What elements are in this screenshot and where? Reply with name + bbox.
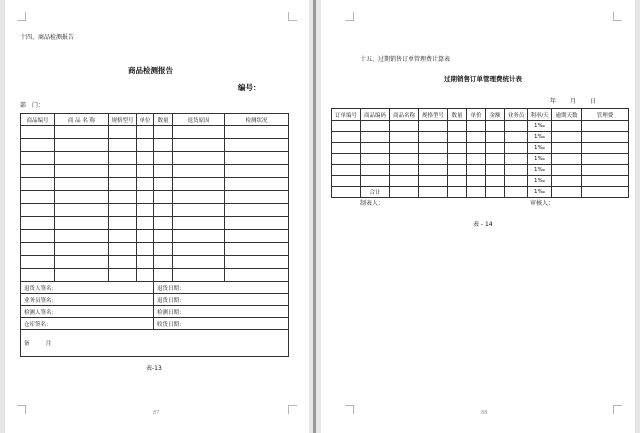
table-row: [21, 269, 289, 282]
table-cell: [109, 178, 137, 191]
table-cell: [55, 204, 109, 217]
table-cell: [390, 143, 419, 154]
table-cell: [173, 165, 225, 178]
table-cell: [137, 217, 154, 230]
date-label: 退货日期：: [154, 294, 289, 306]
reviewed-by-label: 审核人：: [530, 200, 555, 207]
table-cell: [225, 269, 289, 282]
table-cell: [225, 243, 289, 256]
table-cell: [225, 191, 289, 204]
table-cell: [552, 132, 582, 143]
table-cell: [137, 256, 154, 269]
rate-cell: 1‰: [528, 121, 552, 132]
table-cell: [154, 191, 173, 204]
table-cell: [448, 132, 467, 143]
table-cell: [55, 256, 109, 269]
page-divider: [313, 0, 316, 433]
table-cell: [21, 217, 55, 230]
table-cell: [109, 165, 137, 178]
table-cell: [448, 187, 467, 198]
table-cell: [109, 256, 137, 269]
table-cell: [173, 152, 225, 165]
table-cell: [419, 187, 448, 198]
table-cell: [390, 121, 419, 132]
table-cell: [582, 154, 629, 165]
table-header-row: [332, 109, 629, 121]
signature-label: 退货人签名：: [21, 282, 154, 294]
table-cell: [21, 139, 55, 152]
table-cell: [486, 132, 505, 143]
report-title: 商品检测报告: [128, 66, 173, 75]
signature-label: 仓库签名：: [21, 318, 154, 330]
table-cell: [154, 243, 173, 256]
table-cell: [55, 139, 109, 152]
table-cell: [109, 152, 137, 165]
table-row: [332, 121, 629, 132]
table-cell: [486, 143, 505, 154]
left-page: [5, 0, 309, 433]
table-cell: [332, 165, 361, 176]
table-cell: [173, 178, 225, 191]
table-row: [21, 243, 289, 256]
column-header: 业务员: [505, 109, 528, 121]
table-cell: [21, 126, 55, 139]
overdue-fee-table: [331, 108, 629, 198]
table-cell: [419, 143, 448, 154]
table-cell: [109, 217, 137, 230]
rate-cell: 1‰: [528, 143, 552, 154]
table-cell: [505, 165, 528, 176]
table-cell: [225, 152, 289, 165]
table-cell: [332, 154, 361, 165]
table-cell: [390, 187, 419, 198]
table-cell: [332, 187, 361, 198]
table-cell: [467, 132, 486, 143]
table-cell: [225, 178, 289, 191]
date-label: 退货日期：: [154, 282, 289, 294]
table-cell: [173, 126, 225, 139]
signature-row: [21, 294, 289, 306]
column-header: 规格型号: [109, 114, 137, 126]
table-cell: [361, 121, 390, 132]
table-row: [332, 132, 629, 143]
remark-row: [21, 330, 289, 357]
rate-cell: 1‰: [528, 154, 552, 165]
table-row: [332, 165, 629, 176]
column-header: 订单编号: [332, 109, 361, 121]
table-cell: [448, 121, 467, 132]
table-cell: [137, 191, 154, 204]
table-cell: [55, 178, 109, 191]
table-cell: [225, 165, 289, 178]
table-cell: [137, 269, 154, 282]
table-cell: [21, 269, 55, 282]
table-cell: [21, 204, 55, 217]
table-cell: [21, 243, 55, 256]
table-cell: [419, 165, 448, 176]
table-cell: [109, 139, 137, 152]
table-cell: [154, 139, 173, 152]
table-cell: [21, 165, 55, 178]
date-label: 收货日期：: [154, 318, 289, 330]
column-header: 数量: [154, 114, 173, 126]
table-cell: [137, 126, 154, 139]
rate-cell: 1‰: [528, 132, 552, 143]
table-cell: [582, 165, 629, 176]
table-cell: [467, 187, 486, 198]
table-cell: [109, 269, 137, 282]
table-cell: [55, 126, 109, 139]
table-cell: [467, 154, 486, 165]
table-cell: [173, 230, 225, 243]
table-header-row: [21, 114, 289, 126]
table-cell: [467, 143, 486, 154]
table-row: [332, 187, 629, 198]
table-row: [21, 230, 289, 243]
table-cell: [552, 154, 582, 165]
table-cell: [552, 176, 582, 187]
table-cell: [21, 256, 55, 269]
table-cell: [173, 139, 225, 152]
table-cell: [154, 269, 173, 282]
signature-row: [21, 318, 289, 330]
signature-label: 业务员签名：: [21, 294, 154, 306]
table-row: [21, 178, 289, 191]
table-cell: [137, 243, 154, 256]
table-cell: [419, 154, 448, 165]
column-header: 检测状况: [225, 114, 289, 126]
table-row: [332, 154, 629, 165]
column-header: 商 品 名 称: [55, 114, 109, 126]
section-heading: 十五、过期销售订单管理费计算表: [360, 56, 451, 63]
table-cell: [582, 132, 629, 143]
column-header: 利率/天: [528, 109, 552, 121]
table-cell: [390, 176, 419, 187]
section-heading: 十四、商品检测报告: [20, 34, 75, 41]
date-day-label: 日: [590, 98, 597, 105]
table-cell: [361, 132, 390, 143]
table-cell: [448, 143, 467, 154]
table-cell: [137, 204, 154, 217]
table-cell: [467, 176, 486, 187]
table-cell: [505, 132, 528, 143]
table-cell: [154, 152, 173, 165]
table-cell: [154, 126, 173, 139]
column-header: 单位: [137, 114, 154, 126]
signature-row: [21, 282, 289, 294]
table-cell: [486, 165, 505, 176]
table-cell: [582, 176, 629, 187]
table-cell: [173, 243, 225, 256]
column-header: 管理费: [582, 109, 629, 121]
table-cell: [154, 204, 173, 217]
table-cell: [137, 165, 154, 178]
table-cell: [137, 139, 154, 152]
remark-label: 备 注: [21, 330, 289, 357]
column-header: 商品编码: [361, 109, 390, 121]
table-cell: [448, 176, 467, 187]
page-folio: 88: [481, 410, 488, 416]
table-cell: [173, 269, 225, 282]
table-cell: [109, 191, 137, 204]
table-cell: [225, 139, 289, 152]
table-cell: [361, 143, 390, 154]
date-label: 检测日期：: [154, 306, 289, 318]
table-cell: [361, 176, 390, 187]
crop-mark: [613, 405, 622, 414]
table-cell: [467, 165, 486, 176]
column-header: 数量: [448, 109, 467, 121]
column-header: 商品编号: [21, 114, 55, 126]
crop-mark: [17, 12, 26, 21]
date-year-label: 年: [550, 98, 557, 105]
table-cell: [173, 256, 225, 269]
crop-mark: [613, 12, 622, 21]
rate-cell: 1‰: [528, 187, 552, 198]
table-cell: [109, 204, 137, 217]
table-row: [21, 191, 289, 204]
table-cell: [109, 243, 137, 256]
table-row: [21, 139, 289, 152]
table-row: [21, 217, 289, 230]
table-cell: [419, 176, 448, 187]
table-cell: [552, 187, 582, 198]
table-cell: [361, 165, 390, 176]
right-page: [321, 0, 635, 433]
table-cell: [109, 126, 137, 139]
table-cell: [225, 126, 289, 139]
table-cell: [137, 230, 154, 243]
table-cell: [390, 165, 419, 176]
table-cell: [55, 217, 109, 230]
table-cell: [448, 154, 467, 165]
table-row: [21, 126, 289, 139]
crop-mark: [17, 405, 26, 414]
report-number-label: 编号：: [238, 83, 261, 92]
table-cell: [448, 165, 467, 176]
page-folio: 87: [153, 410, 160, 416]
department-label: 部 门：: [20, 102, 45, 109]
column-header: 单价: [467, 109, 486, 121]
table-cell: [332, 121, 361, 132]
table-cell: [55, 191, 109, 204]
crop-mark: [288, 12, 297, 21]
table-cell: [173, 217, 225, 230]
table-cell: [332, 143, 361, 154]
crop-mark: [345, 405, 354, 414]
table-cell: [582, 121, 629, 132]
table-row: [21, 256, 289, 269]
table-cell: [552, 165, 582, 176]
table-cell: [137, 152, 154, 165]
column-header: 金额: [486, 109, 505, 121]
table-cell: [55, 243, 109, 256]
table-cell: [390, 154, 419, 165]
table-cell: [505, 187, 528, 198]
table-row: [21, 204, 289, 217]
table-cell: [505, 176, 528, 187]
table-cell: [486, 154, 505, 165]
table-cell: [332, 176, 361, 187]
table-cell: [154, 178, 173, 191]
table-cell: [137, 178, 154, 191]
table-cell: [552, 121, 582, 132]
table-cell: [154, 165, 173, 178]
signature-label: 检测人签名：: [21, 306, 154, 318]
table-cell: [154, 256, 173, 269]
table-cell: [225, 217, 289, 230]
table-cell: [390, 132, 419, 143]
table-cell: [21, 191, 55, 204]
page-label: 表-13: [146, 365, 162, 372]
table-cell: [173, 191, 225, 204]
date-month-label: 月: [570, 98, 577, 105]
table-cell: [419, 132, 448, 143]
table-cell: [55, 269, 109, 282]
table-cell: [582, 143, 629, 154]
column-header: 规格型号: [419, 109, 448, 121]
inspection-table: [20, 113, 289, 357]
table-cell: [467, 121, 486, 132]
table-cell: [552, 143, 582, 154]
table-cell: [419, 121, 448, 132]
table-cell: [361, 154, 390, 165]
table-cell: [505, 121, 528, 132]
table-cell: [21, 152, 55, 165]
table-cell: [505, 154, 528, 165]
table-cell: [225, 230, 289, 243]
table-row: [332, 143, 629, 154]
table-cell: [55, 230, 109, 243]
table-cell: [55, 165, 109, 178]
table-row: [21, 152, 289, 165]
rate-cell: 1‰: [528, 176, 552, 187]
table-cell: [225, 204, 289, 217]
table-cell: [225, 256, 289, 269]
table-cell: [21, 230, 55, 243]
table-cell: [173, 204, 225, 217]
table-cell: [21, 178, 55, 191]
table-cell: [486, 121, 505, 132]
crop-mark: [345, 12, 354, 21]
column-header: 商品名称: [390, 109, 419, 121]
table-cell: [486, 176, 505, 187]
signature-row: [21, 306, 289, 318]
prepared-by-label: 制表人：: [360, 200, 385, 207]
statistics-title: 过期销售订单管理费统计表: [444, 75, 522, 83]
table-cell: [109, 230, 137, 243]
table-cell: [486, 187, 505, 198]
page-label: 表 - 14: [473, 221, 493, 228]
table-cell: [154, 230, 173, 243]
column-header: 逾期天数: [552, 109, 582, 121]
table-cell: [505, 143, 528, 154]
table-row: [21, 165, 289, 178]
rate-cell: 1‰: [528, 165, 552, 176]
table-cell: [332, 132, 361, 143]
table-cell: [55, 152, 109, 165]
column-header: 退货原因: [173, 114, 225, 126]
table-cell: [582, 187, 629, 198]
crop-mark: [288, 405, 297, 414]
table-cell: [154, 217, 173, 230]
table-row: [332, 176, 629, 187]
total-label: 合计: [361, 187, 390, 198]
